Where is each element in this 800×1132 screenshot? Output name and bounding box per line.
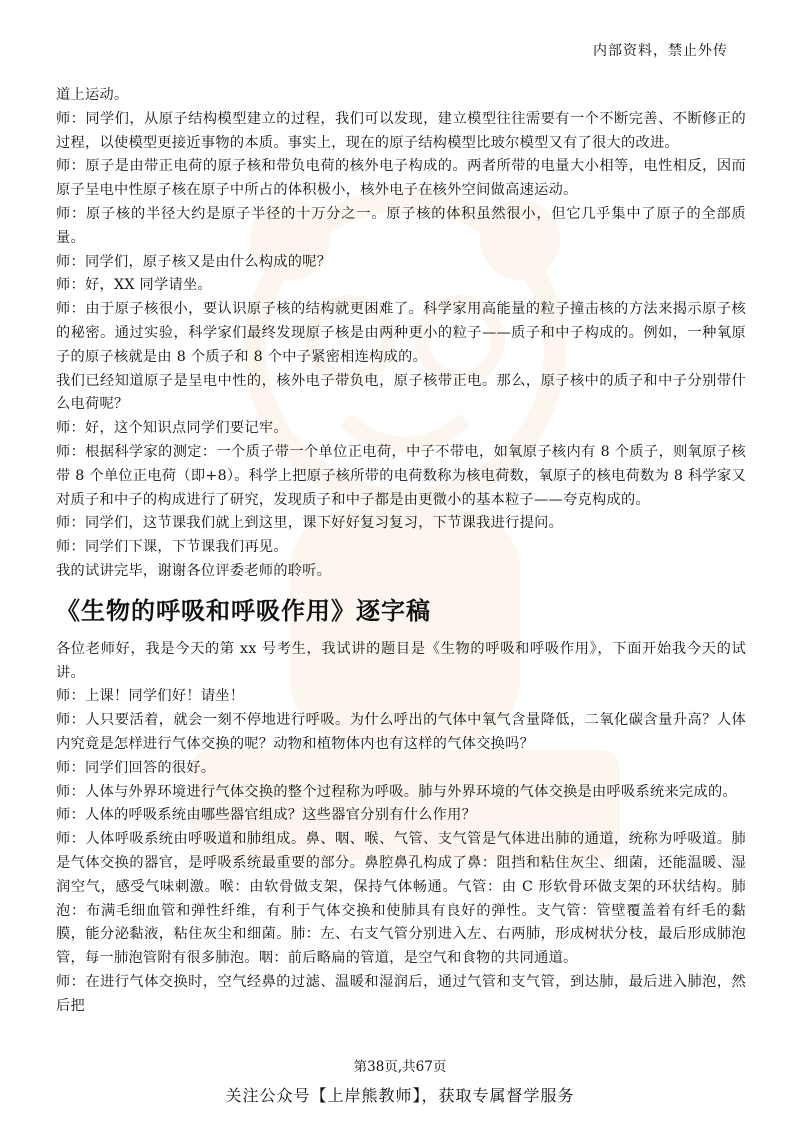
confidential-note: 内部资料，禁止外传 [593, 43, 728, 59]
paragraph: 师：由于原子核很小，要认识原子核的结构就更困难了。科学家用高能量的粒子撞击核的方法来揭示原子核的秘密。通过实验，科学家们最终发现原子核是由两种更小的粒子——质子和中子构成的。例如，一种氧原子的原子核就是由 8 个质子和 8 个中子紧密相连构成的。 [56, 301, 746, 365]
paragraph: 师：上课！同学们好！请坐！ [56, 688, 245, 705]
promo-footer: 关注公众号【上岸熊教师】，获取专属督学服务 [225, 1086, 575, 1105]
paragraph: 师：同学们，原子核又是由什么构成的呢？ [56, 253, 332, 270]
paragraph: 师：人体的呼吸系统由哪些器官组成？这些器官分别有什么作用？ [56, 807, 477, 824]
paragraph: 师：同学们下课，下节课我们再见。 [56, 539, 288, 556]
paragraph: 我们已经知道原子是呈电中性的，核外电子带负电，原子核带正电。那么，原子核中的质子和中子分别带什么电荷呢？ [56, 372, 746, 413]
paragraph: 师：好，XX 同学请坐。 [56, 277, 212, 294]
paragraph: 各位老师好，我是今天的第 xx 号考生，我试讲的题目是《生物的呼吸和呼吸作用》，下面开始我今天的试讲。 [56, 640, 746, 681]
paragraph: 师：原子核的半径大约是原子半径的十万分之一。原子核的体积虽然很小，但它几乎集中了原子的全部质量。 [56, 205, 746, 246]
paragraph: 师：根据科学家的测定：一个质子带一个单位正电荷，中子不带电，如氧原子核内有 8 个质子，则氧原子核带 8 个单位正电荷（即+8）。科学上把原子核所带的电荷数称为核电荷数，氧原子的核电荷数为 8 科学家又对质子和中子的构成进行了研究，发现质子和中子都是由更微小的基本粒子——夸克构成的。 [56, 443, 746, 508]
document-body [56, 84, 746, 1018]
paragraph: 师：同学们，从原子结构模型建立的过程，我们可以发现，建立模型往往需要有一个不断完善、不断修正的过程，以使模型更接近事物的本质。事实上，现在的原子结构模型比玻尔模型又有了很大的改进。 [56, 110, 746, 151]
paragraph: 道上运动。 [56, 87, 129, 103]
paragraph: 师：同学们，这节课我们就上到这里，课下好好复习复习，下节课我进行提问。 [56, 515, 564, 532]
section-title: 《生物的呼吸和呼吸作用》逐字稿 [56, 595, 431, 625]
paragraph: 师：原子是由带正电荷的原子核和带负电荷的核外电子构成的。两者所带的电量大小相等，电性相反，因而原子呈电中性原子核在原子中所占的体积极小，核外电子在核外空间做高速运动。 [56, 158, 746, 199]
paragraph: 师：在进行气体交换时，空气经鼻的过滤、温暖和湿润后，通过气管和支气管，到达肺，最后进入肺泡，然后把 [56, 973, 746, 1014]
page-number: 第38页,共67页 [353, 1059, 447, 1075]
paragraph: 师：人体与外界环境进行气体交换的整个过程称为呼吸。肺与外界环境的气体交换是由呼吸系统来完成的。 [56, 783, 737, 800]
paragraph: 师：人体呼吸系统由呼吸道和肺组成。鼻、咽、喉、气管、支气管是气体进出肺的通道，统称为呼吸道。肺是气体交换的器官，是呼吸系统最重要的部分。鼻腔鼻孔构成了鼻：阻挡和粘住灰尘、细菌，还能温暖、湿润空气，感受气味刺激。喉：由软骨做支架，保持气体畅通。气管：由 C 形软骨环做支架的环状结构。肺泡：布满毛细血管和弹性纤维，有利于气体交换和使肺具有良好的弹性。支气管：管壁覆盖着有纤毛的黏膜，能分泌黏液，粘住灰尘和细菌。肺：左、右支气管分别进入左、右两肺，形成树状分枝，最后形成肺泡管，每一肺泡管附有很多肺泡。咽：前后略扁的管道，是空气和食物的共同通道。 [56, 831, 746, 967]
paragraph: 师：同学们回答的很好。 [56, 759, 216, 776]
paragraph: 我的试讲完毕，谢谢各位评委老师的聆听。 [56, 562, 332, 579]
paragraph: 师：好，这个知识点同学们要记牢。 [56, 420, 288, 437]
paragraph: 师：人只要活着，就会一刻不停地进行呼吸。为什么呼出的气体中氧气含量降低，二氧化碳含量升高？人体内究竟是怎样进行气体交换的呢？动物和植物体内也有这样的气体交换吗？ [56, 712, 746, 752]
